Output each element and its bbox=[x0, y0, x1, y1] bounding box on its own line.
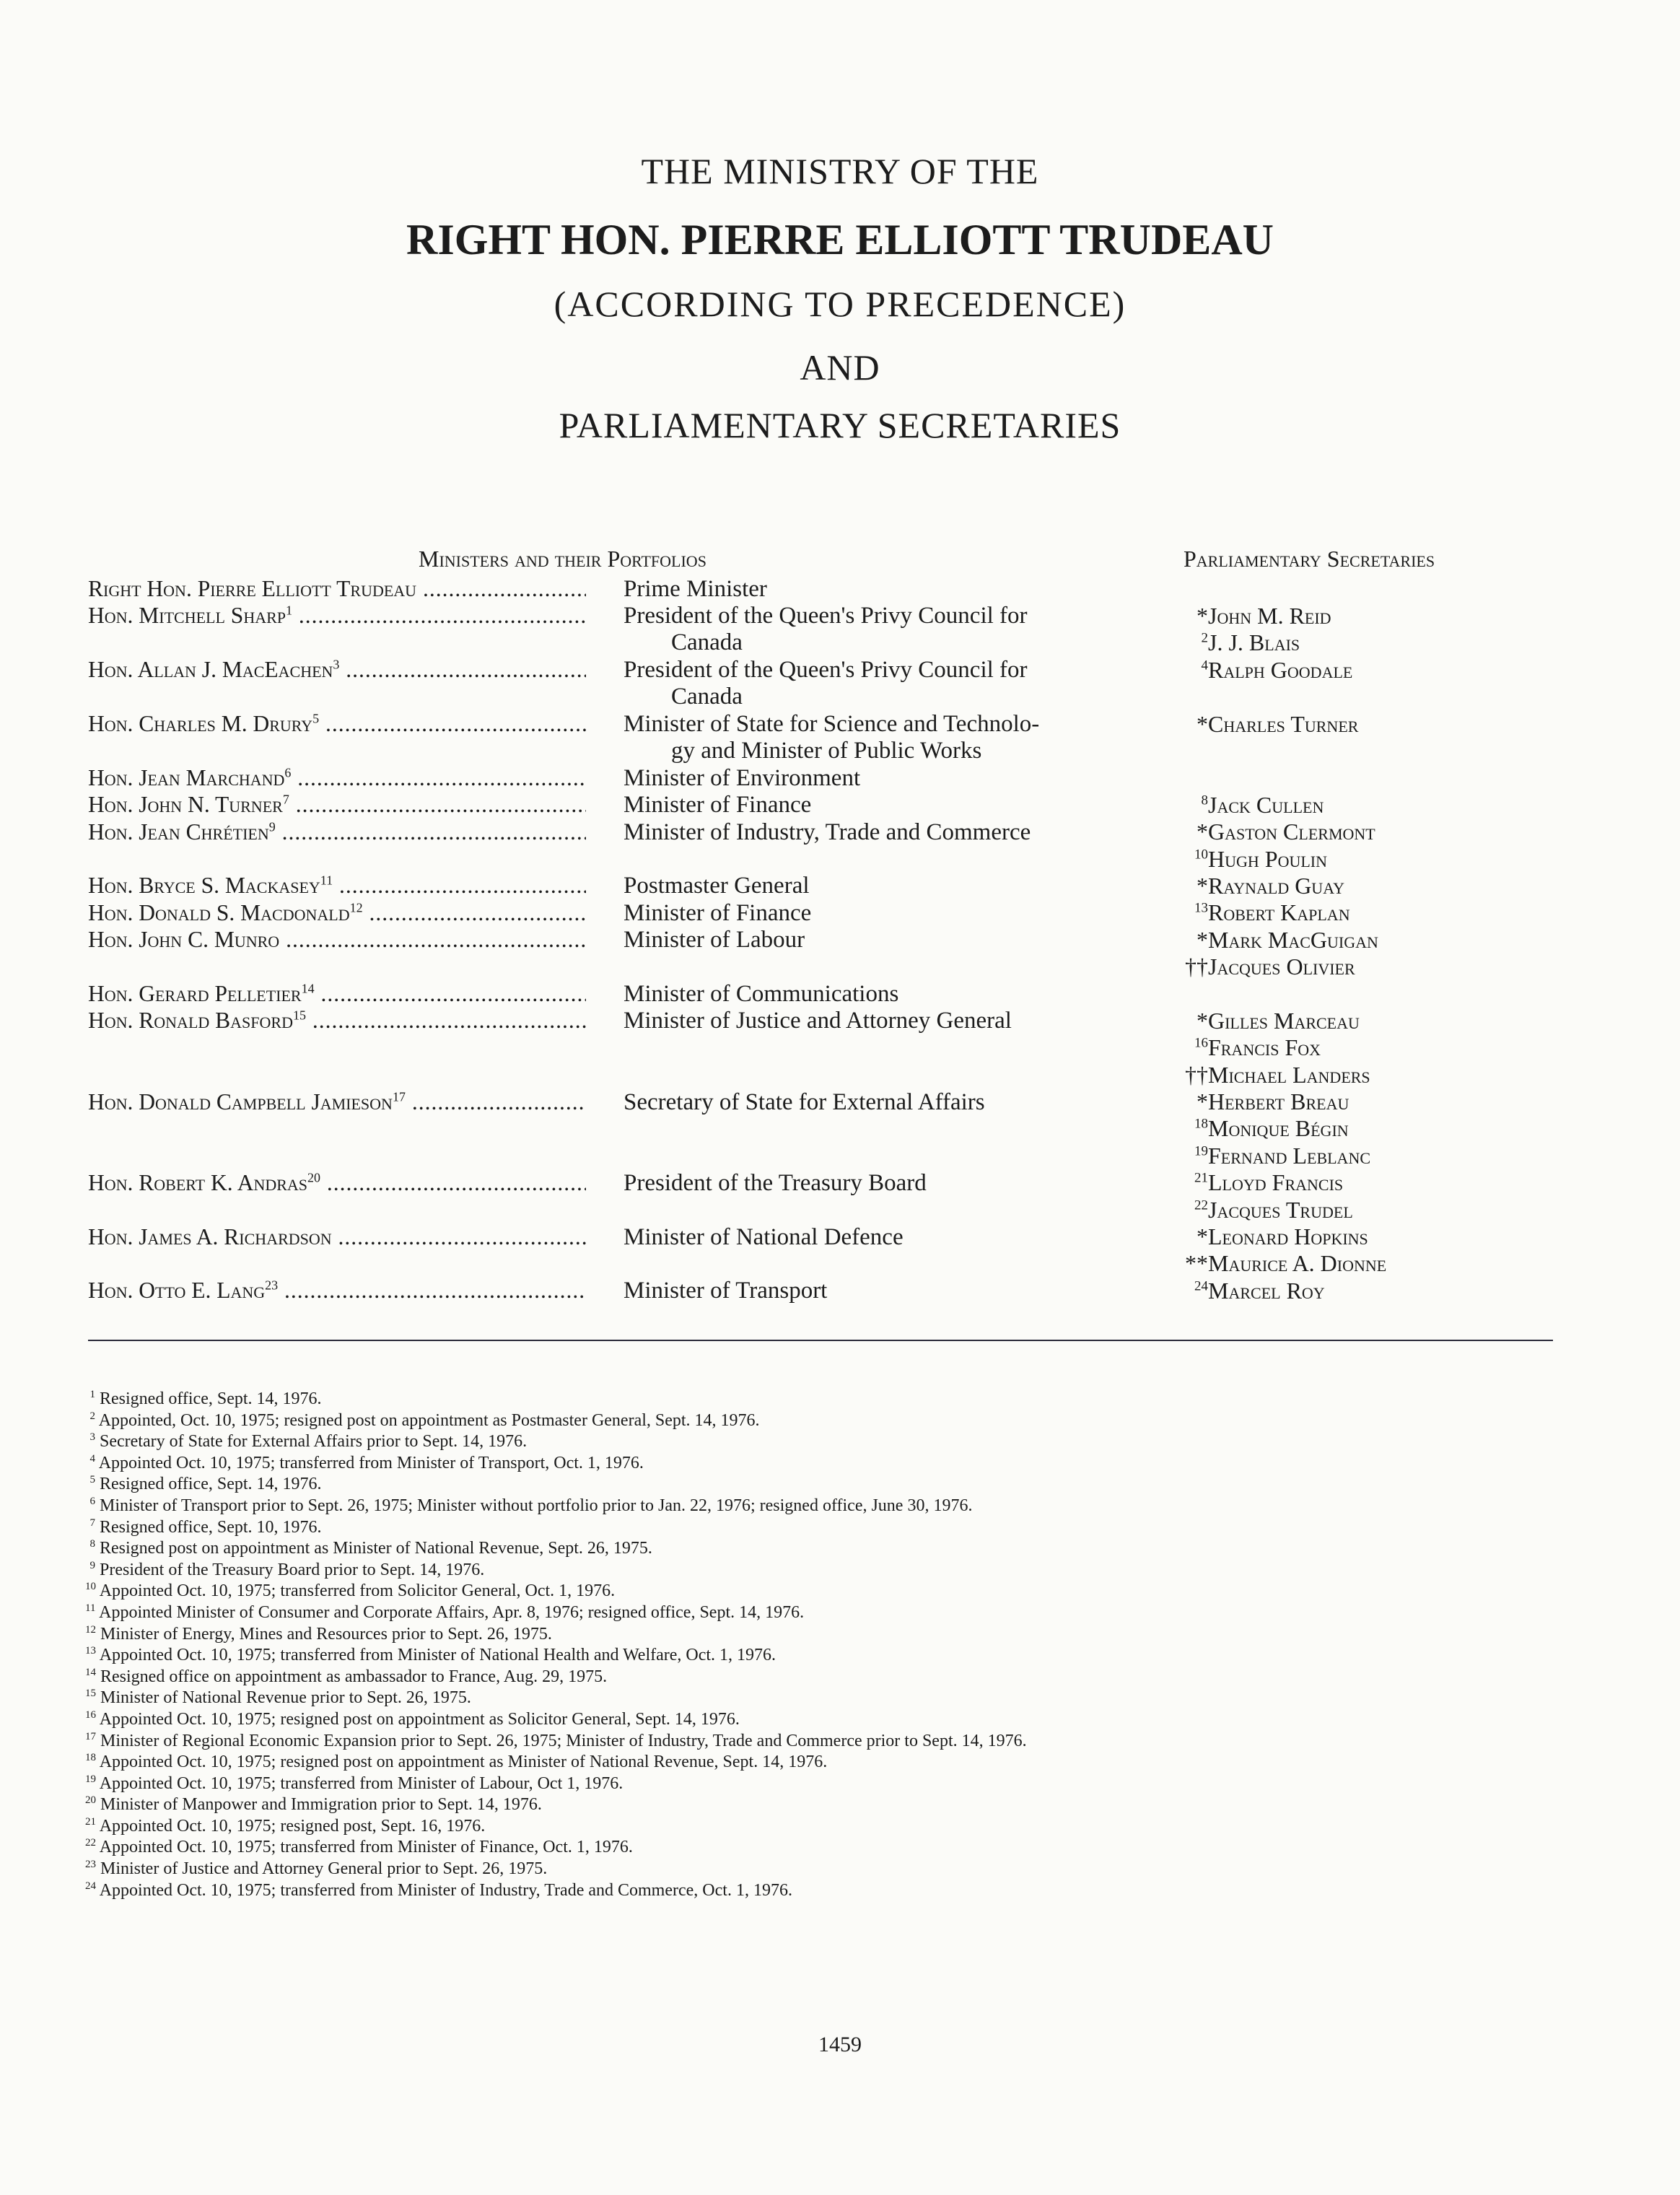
footnote bbox=[85, 1859, 1586, 1880]
footnote-number: 14 bbox=[85, 1666, 96, 1678]
minister-name: Hon. James A. Richardson ..... bbox=[88, 1224, 586, 1250]
footnote-text: Appointed Oct. 10, 1975; transferred from Minister of Finance, Oct. 1, 1976. bbox=[99, 1838, 633, 1857]
footnote bbox=[85, 1560, 1586, 1581]
secretary-entry bbox=[1171, 1008, 1560, 1034]
footnote bbox=[85, 1837, 1586, 1859]
footnote-ref: 23 bbox=[265, 1278, 279, 1293]
footnote-divider bbox=[88, 1340, 1553, 1341]
footnote bbox=[85, 1752, 1586, 1773]
footnote bbox=[85, 1667, 1586, 1688]
secretary-entry bbox=[1171, 846, 1560, 873]
footnote-ref: 3 bbox=[333, 657, 340, 672]
footnote-ref: 7 bbox=[282, 792, 289, 807]
secretary-entry bbox=[1171, 792, 1560, 819]
footnote-number: 1 bbox=[89, 1389, 95, 1400]
footnote bbox=[85, 1880, 1586, 1902]
footnote bbox=[85, 1389, 1586, 1410]
footnote-number: 22 bbox=[85, 1837, 96, 1849]
footnote bbox=[85, 1538, 1586, 1560]
secretary-mark: 16 bbox=[1194, 1035, 1208, 1051]
footnote-ref: 15 bbox=[292, 1008, 306, 1023]
secretary-entry bbox=[1171, 657, 1560, 684]
secretary-mark: 13 bbox=[1194, 900, 1208, 916]
footnote-text: Appointed Oct. 10, 1975; transferred from Minister of Labour, Oct 1, 1976. bbox=[99, 1773, 624, 1793]
footnote-ref: 17 bbox=[392, 1089, 406, 1104]
footnote-text: Resigned office, Sept. 14, 1976. bbox=[100, 1475, 322, 1494]
footnote-number: 13 bbox=[85, 1645, 96, 1657]
footnote bbox=[85, 1496, 1586, 1517]
footnote-text: Resigned office on appointment as ambassador to France, Aug. 29, 1975. bbox=[100, 1667, 608, 1686]
footnote-number: 20 bbox=[85, 1794, 96, 1807]
footnote bbox=[85, 1517, 1586, 1539]
minister-row bbox=[0, 576, 1680, 603]
secretary-mark: * bbox=[1196, 603, 1208, 629]
secretary-name: Jacques Trudel bbox=[1208, 1196, 1353, 1223]
secretary-entry bbox=[1171, 1088, 1560, 1115]
secretary-mark: * bbox=[1196, 710, 1208, 737]
footnote-number: 10 bbox=[85, 1581, 96, 1593]
secretary-mark: 8 bbox=[1201, 793, 1208, 808]
footnote bbox=[85, 1602, 1586, 1624]
footnote-number: 6 bbox=[89, 1495, 95, 1507]
minister-portfolio: President of the Treasury Board bbox=[624, 1169, 927, 1196]
footnote-text: Appointed Oct. 10, 1975; transferred from Minister of National Health and Welfare, Oct. 1, 1976. bbox=[99, 1646, 776, 1665]
minister-name: Hon. Mitchell Sharp$^1$ ..... bbox=[88, 603, 586, 629]
footnote-number: 11 bbox=[85, 1602, 96, 1614]
footnote-number: 7 bbox=[89, 1517, 95, 1529]
minister-name: Hon. Robert K. Andras$^{20}$ ..... bbox=[88, 1170, 586, 1196]
secretary-entry bbox=[1171, 980, 1560, 1007]
footnote bbox=[85, 1773, 1586, 1795]
secretary-mark: †† bbox=[1185, 1061, 1208, 1088]
footnote-text: Minister of Transport prior to Sept. 26, 1975; Minister without portfolio prior to Jan. 22, 1976; resigned office, June 30, 1976. bbox=[100, 1496, 973, 1515]
secretary-entry bbox=[1171, 1250, 1560, 1277]
footnote-ref: 14 bbox=[301, 981, 315, 996]
secretary-mark: * bbox=[1196, 926, 1208, 953]
secretary-name: Francis Fox bbox=[1208, 1034, 1321, 1061]
secretary-name: Monique Bégin bbox=[1208, 1115, 1349, 1142]
secretary-mark: * bbox=[1196, 1223, 1208, 1249]
secretary-entry bbox=[1171, 1115, 1560, 1142]
secretary-mark: 2 bbox=[1201, 630, 1208, 646]
secretary-name: Robert Kaplan bbox=[1208, 899, 1350, 926]
heading-line-5: PARLIAMENTARY SECRETARIES bbox=[559, 405, 1121, 445]
secretary-name: Lloyd Francis bbox=[1208, 1169, 1344, 1196]
secretary-entry bbox=[1171, 684, 1560, 710]
secretary-name: Maurice A. Dionne bbox=[1208, 1250, 1387, 1277]
footnote-ref: 11 bbox=[320, 873, 333, 888]
secretary-entry bbox=[1171, 899, 1560, 926]
minister-portfolio: Minister of Transport bbox=[624, 1278, 828, 1304]
secretary-entry bbox=[1171, 873, 1560, 899]
footnote-number: 2 bbox=[89, 1410, 95, 1422]
secretary-name: J. J. Blais bbox=[1208, 629, 1300, 656]
secretary-entry bbox=[1171, 1143, 1560, 1169]
secretary-mark: * bbox=[1196, 1007, 1208, 1034]
footnote-text: Appointed Minister of Consumer and Corporate Affairs, Apr. 8, 1976; resigned office, Sept. 14, 1976. bbox=[99, 1602, 805, 1622]
secretary-mark: 4 bbox=[1201, 658, 1208, 673]
minister-name: Hon. Gerard Pelletier$^{14}$ ..... bbox=[88, 981, 586, 1007]
footnote-number: 3 bbox=[89, 1431, 95, 1444]
footnote-ref: 5 bbox=[312, 711, 320, 726]
secretary-name: John M. Reid bbox=[1208, 603, 1331, 629]
minister-portfolio: Minister of Labour bbox=[624, 927, 805, 954]
minister-name: Hon. Jean Chrétien$^9$ ..... bbox=[88, 819, 586, 845]
footnote-text: President of the Treasury Board prior to Sept. 14, 1976. bbox=[100, 1560, 485, 1579]
minister-portfolio: Minister of Communications bbox=[624, 981, 899, 1007]
secretary-entry bbox=[1171, 629, 1560, 656]
minister-name: Hon. Charles M. Drury$^5$ ..... bbox=[88, 711, 586, 737]
footnote-number: 12 bbox=[85, 1623, 96, 1636]
secretary-name: Raynald Guay bbox=[1208, 872, 1344, 899]
secretary-entry bbox=[1171, 1034, 1560, 1061]
heading-line-2: RIGHT HON. PIERRE ELLIOTT TRUDEAU bbox=[406, 216, 1274, 263]
minister-name: Hon. Bryce S. Mackasey$^{11}$ ..... bbox=[88, 873, 586, 899]
minister-portfolio: Minister of Environment bbox=[624, 764, 861, 791]
secretary-name: Marcel Roy bbox=[1208, 1277, 1325, 1304]
secretary-entry bbox=[1171, 954, 1560, 980]
footnote-text: Appointed, Oct. 10, 1975; resigned post on appointment as Postmaster General, Sept. 14, 1976. bbox=[98, 1410, 760, 1430]
secretary-entry bbox=[1171, 711, 1560, 738]
footnote-ref: 12 bbox=[349, 900, 363, 915]
footnote-ref: 1 bbox=[286, 603, 293, 618]
secretary-entry bbox=[1171, 1278, 1560, 1304]
secretary-name: Mark MacGuigan bbox=[1208, 926, 1378, 953]
footnote-number: 19 bbox=[85, 1773, 96, 1785]
minister-name: Hon. Otto E. Lang$^{23}$ ..... bbox=[88, 1278, 586, 1304]
secretary-name: Hugh Poulin bbox=[1208, 845, 1327, 872]
minister-portfolio: Minister of State for Science and Technolo- gy and Minister of Public Works bbox=[624, 711, 1040, 764]
footnote-text: Minister of National Revenue prior to Sept. 26, 1975. bbox=[100, 1688, 471, 1708]
minister-portfolio: Minister of Finance bbox=[624, 792, 812, 819]
secretary-name: Gaston Clermont bbox=[1208, 819, 1375, 845]
secretary-mark: * bbox=[1196, 819, 1208, 845]
footnote-number: 24 bbox=[85, 1880, 96, 1892]
footnote-ref: 6 bbox=[284, 765, 292, 780]
footnote-text: Appointed Oct. 10, 1975; resigned post, Sept. 16, 1976. bbox=[99, 1816, 486, 1836]
secretary-mark: * bbox=[1196, 872, 1208, 899]
footnote bbox=[85, 1709, 1586, 1731]
secretary-name: Charles Turner bbox=[1208, 710, 1359, 737]
ministers-column-heading: Ministers and their Portfolios bbox=[419, 546, 706, 572]
secretary-entry bbox=[1171, 764, 1560, 791]
secretary-entry bbox=[1171, 927, 1560, 954]
footnote bbox=[85, 1688, 1586, 1709]
minister-portfolio: Secretary of State for External Affairs bbox=[624, 1088, 985, 1115]
footnote bbox=[85, 1794, 1586, 1816]
secretary-entry bbox=[1171, 738, 1560, 764]
footnote-text: Resigned post on appointment as Minister of National Revenue, Sept. 26, 1975. bbox=[100, 1539, 652, 1558]
minister-name: Hon. Donald S. Macdonald$^{12}$ ..... bbox=[88, 900, 586, 926]
minister-name: Hon. John C. Munro ..... bbox=[88, 927, 586, 953]
minister-name: Hon. Donald Campbell Jamieson$^{17}$ ..... bbox=[88, 1089, 586, 1115]
secretary-name: Gilles Marceau bbox=[1208, 1007, 1360, 1034]
secretary-name: Jacques Olivier bbox=[1208, 954, 1355, 980]
secretary-name: Leonard Hopkins bbox=[1208, 1223, 1368, 1249]
footnote-number: 15 bbox=[85, 1688, 96, 1700]
footnote-text: Minister of Regional Economic Expansion prior to Sept. 26, 1975; Minister of Industry, Trade and Commerce prior to Sept. 14, 1976. bbox=[100, 1731, 1027, 1750]
secretary-name: Fernand Leblanc bbox=[1208, 1142, 1371, 1169]
footnote-text: Minister of Energy, Mines and Resources prior to Sept. 26, 1975. bbox=[100, 1624, 552, 1644]
footnote-number: 18 bbox=[85, 1752, 96, 1764]
secretary-mark: 10 bbox=[1194, 846, 1208, 862]
secretary-mark: 19 bbox=[1194, 1143, 1208, 1159]
footnote-text: Minister of Justice and Attorney General prior to Sept. 26, 1975. bbox=[100, 1859, 548, 1879]
minister-portfolio: President of the Queen's Privy Council for Canada bbox=[624, 657, 1028, 710]
secretary-mark: 22 bbox=[1194, 1197, 1208, 1213]
minister-name: Hon. Jean Marchand$^6$ ..... bbox=[88, 765, 586, 791]
heading-line-4: AND bbox=[800, 347, 880, 388]
footnote-number: 16 bbox=[85, 1709, 96, 1721]
minister-portfolio: Minister of Industry, Trade and Commerce bbox=[624, 819, 1031, 845]
footnote bbox=[85, 1816, 1586, 1838]
secretary-entry bbox=[1171, 1062, 1560, 1088]
footnote-number: 17 bbox=[85, 1730, 96, 1742]
footnote-text: Appointed Oct. 10, 1975; resigned post on appointment as Minister of National Revenue, Sept. 14, 1976. bbox=[99, 1753, 828, 1772]
secretary-name: Ralph Goodale bbox=[1208, 656, 1353, 683]
footnote-text: Appointed Oct. 10, 1975; transferred from Minister of Transport, Oct. 1, 1976. bbox=[98, 1453, 644, 1472]
footnote-number: 23 bbox=[85, 1859, 96, 1871]
page-number: 1459 bbox=[818, 2033, 862, 2056]
secretary-mark: ** bbox=[1185, 1250, 1208, 1277]
secretary-mark: 18 bbox=[1194, 1116, 1208, 1132]
footnote-number: 21 bbox=[85, 1815, 96, 1828]
secretary-name: Jack Cullen bbox=[1208, 791, 1324, 818]
footnote bbox=[85, 1431, 1586, 1453]
footnote-text: Secretary of State for External Affairs prior to Sept. 14, 1976. bbox=[100, 1432, 528, 1452]
secretaries-column-heading: Parliamentary Secretaries bbox=[1184, 546, 1435, 572]
secretary-entry bbox=[1171, 1169, 1560, 1196]
footnote-text: Appointed Oct. 10, 1975; transferred from Minister of Industry, Trade and Commerce, Oct. 1, 1976. bbox=[99, 1880, 792, 1900]
secretary-mark: †† bbox=[1185, 954, 1208, 980]
footnote-text: Appointed Oct. 10, 1975; transferred from Solicitor General, Oct. 1, 1976. bbox=[99, 1581, 616, 1601]
minister-portfolio: Prime Minister bbox=[624, 576, 767, 602]
footnote-text: Minister of Manpower and Immigration prior to Sept. 14, 1976. bbox=[100, 1795, 542, 1815]
footnote-number: 4 bbox=[89, 1452, 95, 1465]
secretary-name: Herbert Breau bbox=[1208, 1088, 1349, 1115]
heading-line-3: (ACCORDING TO PRECEDENCE) bbox=[554, 284, 1126, 324]
footnote-text: Appointed Oct. 10, 1975; resigned post on appointment as Solicitor General, Sept. 14, 1976. bbox=[99, 1709, 740, 1729]
minister-portfolio: Minister of National Defence bbox=[624, 1223, 904, 1250]
secretary-entry bbox=[1171, 603, 1560, 629]
secretary-mark: * bbox=[1196, 1088, 1208, 1115]
minister-portfolio: President of the Queen's Privy Council for Canada bbox=[624, 603, 1028, 656]
footnote bbox=[85, 1474, 1586, 1496]
footnote-text: Resigned office, Sept. 10, 1976. bbox=[100, 1517, 322, 1537]
footnote-number: 8 bbox=[89, 1538, 95, 1550]
footnote bbox=[85, 1410, 1586, 1432]
footnote bbox=[85, 1624, 1586, 1646]
footnote-text: Resigned office, Sept. 14, 1976. bbox=[100, 1389, 322, 1408]
heading-line-1: THE MINISTRY OF THE bbox=[641, 151, 1039, 191]
footnote bbox=[85, 1645, 1586, 1667]
secretary-entry bbox=[1171, 1223, 1560, 1250]
minister-name: Hon. John N. Turner$^7$ ..... bbox=[88, 792, 586, 818]
minister-name: Hon. Allan J. MacEachen$^3$ ..... bbox=[88, 657, 586, 683]
secretary-entry bbox=[1171, 819, 1560, 845]
minister-portfolio: Postmaster General bbox=[624, 873, 810, 899]
footnote-ref: 20 bbox=[307, 1170, 321, 1185]
secretary-entry bbox=[1171, 1197, 1560, 1223]
minister-name: Right Hon. Pierre Elliott Trudeau ..... bbox=[88, 576, 586, 602]
footnote bbox=[85, 1731, 1586, 1753]
minister-name: Hon. Ronald Basford$^{15}$ ..... bbox=[88, 1008, 586, 1034]
footnote-ref: 9 bbox=[268, 819, 276, 834]
secretary-name: Michael Landers bbox=[1208, 1061, 1370, 1088]
minister-portfolio: Minister of Finance bbox=[624, 899, 812, 926]
minister-portfolio: Minister of Justice and Attorney General bbox=[624, 1008, 1012, 1034]
footnotes-list bbox=[85, 1389, 1586, 1901]
footnote bbox=[85, 1581, 1586, 1602]
secretary-mark: 24 bbox=[1194, 1278, 1208, 1294]
secretaries-list bbox=[1171, 603, 1560, 1304]
secretary-mark: 21 bbox=[1194, 1170, 1208, 1186]
footnote-number: 9 bbox=[89, 1559, 95, 1571]
footnote bbox=[85, 1453, 1586, 1475]
footnote-number: 5 bbox=[89, 1474, 95, 1486]
